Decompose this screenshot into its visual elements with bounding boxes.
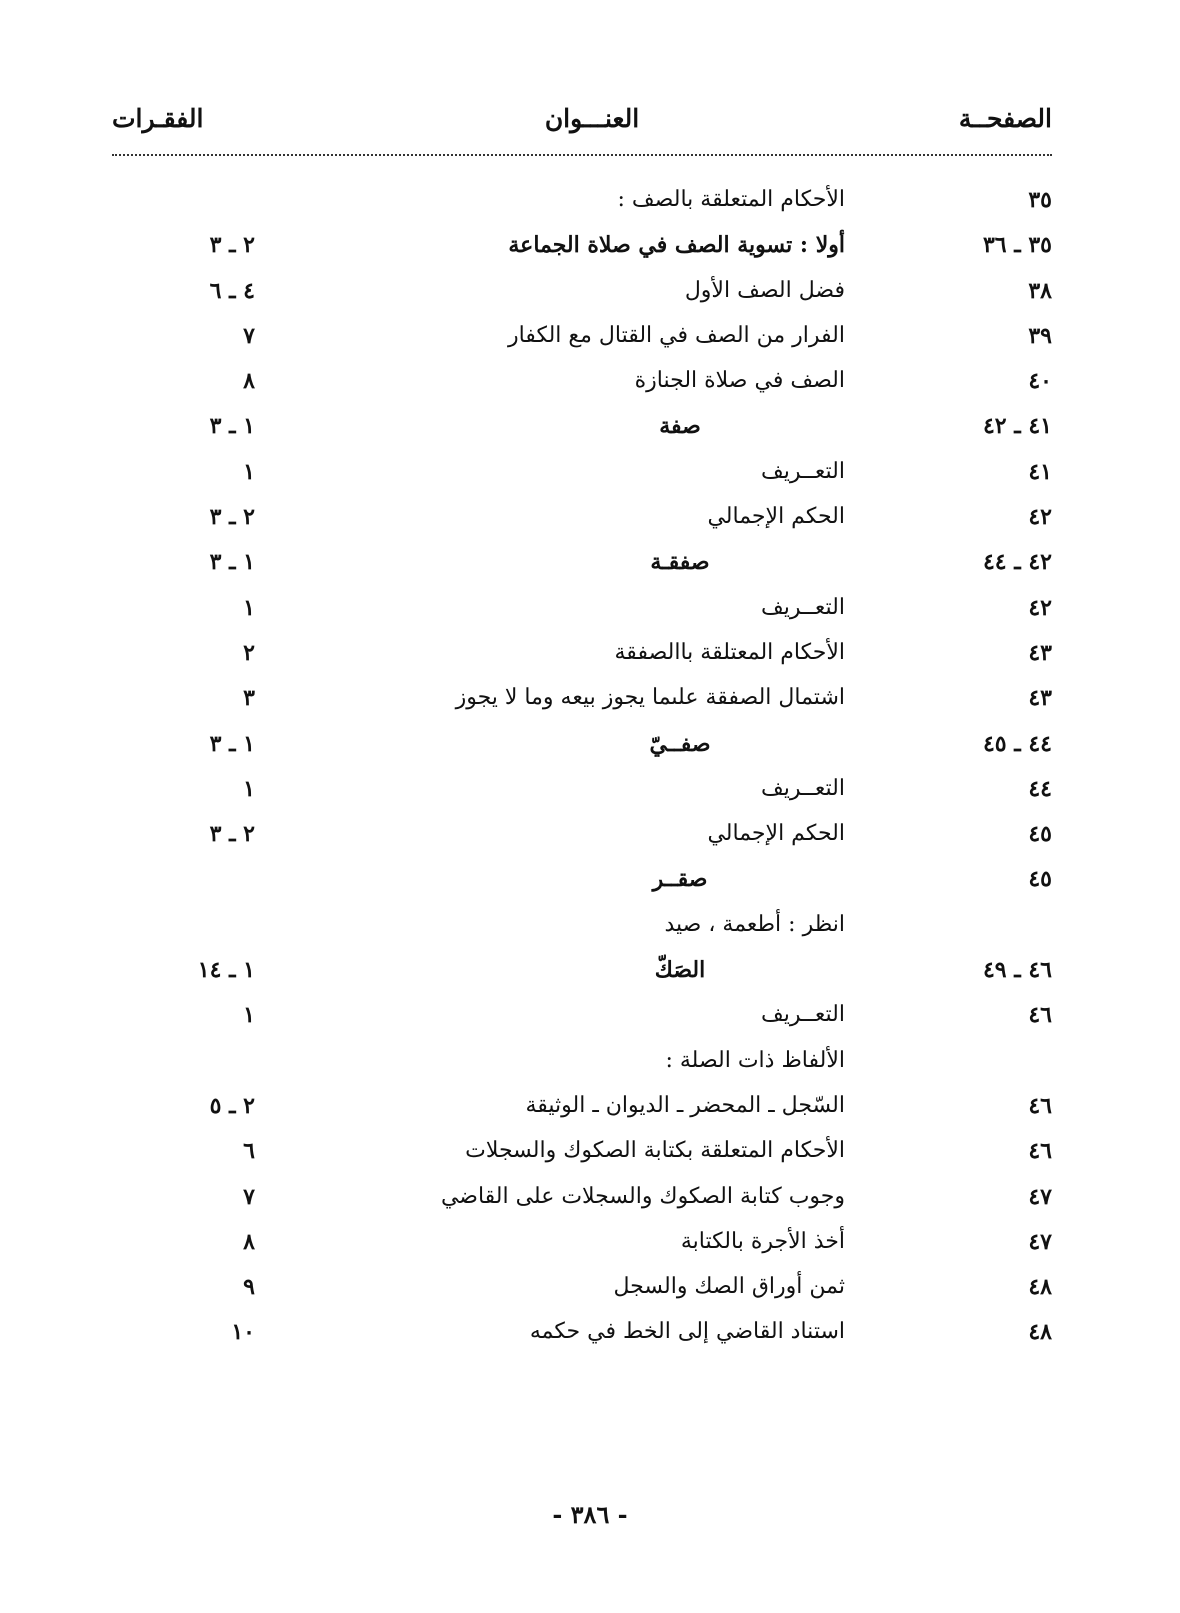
table-row [0, 1134, 1180, 1179]
table-row [0, 274, 1180, 319]
row-title: التعــريف [761, 594, 845, 620]
table-row [0, 772, 1180, 817]
row-page: ٤٦ [1028, 1002, 1052, 1029]
row-page: ٣٥ [1028, 187, 1052, 213]
row-paragraphs: ٤ ـ ٦ [209, 277, 255, 304]
row-paragraphs: ٢ ـ ٣ [209, 232, 255, 259]
table-row [0, 591, 1180, 636]
row-page: ٤٢ [1028, 594, 1052, 621]
row-paragraphs: ١ [243, 594, 255, 621]
row-title: الفرار من الصف في القتال مع الكفار [507, 322, 845, 348]
row-paragraphs: ٧ [243, 322, 255, 349]
row-page: ٤٧ [1028, 1183, 1052, 1210]
row-paragraphs: ١ [243, 775, 255, 802]
row-paragraphs: ٧ [243, 1183, 255, 1210]
index-table [0, 183, 1180, 1361]
table-row [0, 1315, 1180, 1360]
table-row [0, 1225, 1180, 1270]
table-row [0, 455, 1180, 500]
table-row [0, 681, 1180, 726]
row-paragraphs: ٨ [243, 368, 255, 395]
table-row [0, 636, 1180, 681]
row-page: ٤٢ [1028, 504, 1052, 531]
row-title: ثمن أوراق الصك والسجل [613, 1274, 845, 1300]
row-page: ٣٥ ـ ٣٦ [982, 232, 1052, 259]
row-title: استناد القاضي إلى الخط في حكمه [529, 1319, 845, 1345]
row-page: ٤٢ ـ ٤٤ [982, 549, 1052, 576]
row-title: الألفاظ ذات الصلة : [665, 1047, 845, 1073]
row-page: ٤٣ [1028, 639, 1052, 666]
row-title: التعــريف [761, 1002, 845, 1028]
row-page: ٤٦ [1028, 1092, 1052, 1119]
row-heading: صفة [659, 413, 701, 440]
row-paragraphs: ١ [243, 1002, 255, 1029]
row-heading: صفقـة [650, 549, 710, 576]
row-page: ٤٨ [1028, 1319, 1052, 1346]
table-row [0, 1089, 1180, 1134]
row-heading: الصَكّ [654, 957, 706, 984]
row-title: الأحكام المتعلقة بكتابة الصكوك والسجلات [465, 1138, 845, 1164]
header-page-column: الصفحــة [958, 104, 1052, 133]
row-paragraphs: ٢ ـ ٣ [209, 504, 255, 531]
row-title: الأحكام المتعلقة بالصف : [617, 187, 845, 212]
row-paragraphs: ١ ـ ٣ [209, 413, 255, 440]
row-title: الصف في صلاة الجنازة [634, 368, 845, 394]
row-title: أخذ الأجرة بالكتابة [680, 1228, 845, 1254]
row-title: التعــريف [761, 458, 845, 484]
dotted-divider [112, 154, 1052, 156]
row-title: التعــريف [761, 775, 845, 801]
row-title: وجوب كتابة الصكوك والسجلات على القاضي [440, 1183, 845, 1209]
table-row [0, 545, 1180, 590]
row-title: فضل الصف الأول [684, 277, 845, 303]
row-page: ٤٦ [1028, 1138, 1052, 1165]
row-heading: صفــيّ [649, 730, 711, 757]
table-row [0, 319, 1180, 364]
table-row [0, 1044, 1180, 1089]
row-paragraphs: ٣ [243, 685, 255, 712]
row-title: السّجل ـ المحضر ـ الديوان ـ الوثيقة [525, 1092, 845, 1118]
row-page: ٤٤ ـ ٤٥ [982, 730, 1052, 757]
row-paragraphs: ٢ ـ ٣ [209, 821, 255, 848]
row-title: الحكم الإجمالي [707, 504, 845, 530]
row-page: ٤٦ ـ ٤٩ [982, 957, 1052, 984]
row-title: انظر : أطعمة ، صيد [664, 911, 845, 937]
table-row [0, 1180, 1180, 1225]
row-page: ٤٥ [1028, 866, 1052, 893]
table-row [0, 228, 1180, 273]
row-page: ٣٨ [1028, 277, 1052, 304]
row-title: أولا : تسوية الصف في صلاة الجماعة [508, 232, 845, 259]
table-row [0, 908, 1180, 953]
row-paragraphs: ٦ [243, 1138, 255, 1165]
row-title: اشتمال الصفقة علىما يجوز بيعه وما لا يجوز [455, 685, 845, 711]
table-row [0, 727, 1180, 772]
row-page: ٤٨ [1028, 1274, 1052, 1301]
table-row [0, 500, 1180, 545]
row-paragraphs: ١ ـ ١٤ [197, 957, 255, 984]
row-paragraphs: ٢ ـ ٥ [209, 1092, 255, 1119]
row-heading: صقــر [652, 866, 708, 893]
page-number: - ٣٨٦ - [552, 1500, 628, 1529]
header-paragraphs-column: الفقـرات [112, 104, 204, 133]
row-page: ٤٣ [1028, 685, 1052, 712]
table-row [0, 183, 1180, 228]
row-page: ٤٥ [1028, 821, 1052, 848]
row-page: ٤٧ [1028, 1228, 1052, 1255]
row-title: الحكم الإجمالي [707, 821, 845, 847]
row-page: ٣٩ [1028, 322, 1052, 349]
row-paragraphs: ٢ [243, 639, 255, 666]
table-header [112, 104, 1052, 154]
table-row [0, 817, 1180, 862]
row-paragraphs: ٩ [243, 1274, 255, 1301]
table-row [0, 409, 1180, 454]
row-page: ٤١ [1028, 458, 1052, 485]
table-row [0, 953, 1180, 998]
table-row [0, 862, 1180, 907]
row-page: ٤١ ـ ٤٢ [982, 413, 1052, 440]
row-paragraphs: ٨ [243, 1228, 255, 1255]
row-page: ٤٠ [1028, 368, 1052, 395]
row-paragraphs: ١ ـ ٣ [209, 549, 255, 576]
header-title-column: العنـــوان [544, 104, 640, 133]
table-row [0, 998, 1180, 1043]
row-page: ٤٤ [1028, 775, 1052, 802]
table-row [0, 1270, 1180, 1315]
row-paragraphs: ١٠ [231, 1319, 255, 1346]
row-paragraphs: ١ ـ ٣ [209, 730, 255, 757]
table-row [0, 364, 1180, 409]
row-paragraphs: ١ [243, 458, 255, 485]
row-title: الأحكام المعتلقة باالصفقة [614, 639, 845, 665]
